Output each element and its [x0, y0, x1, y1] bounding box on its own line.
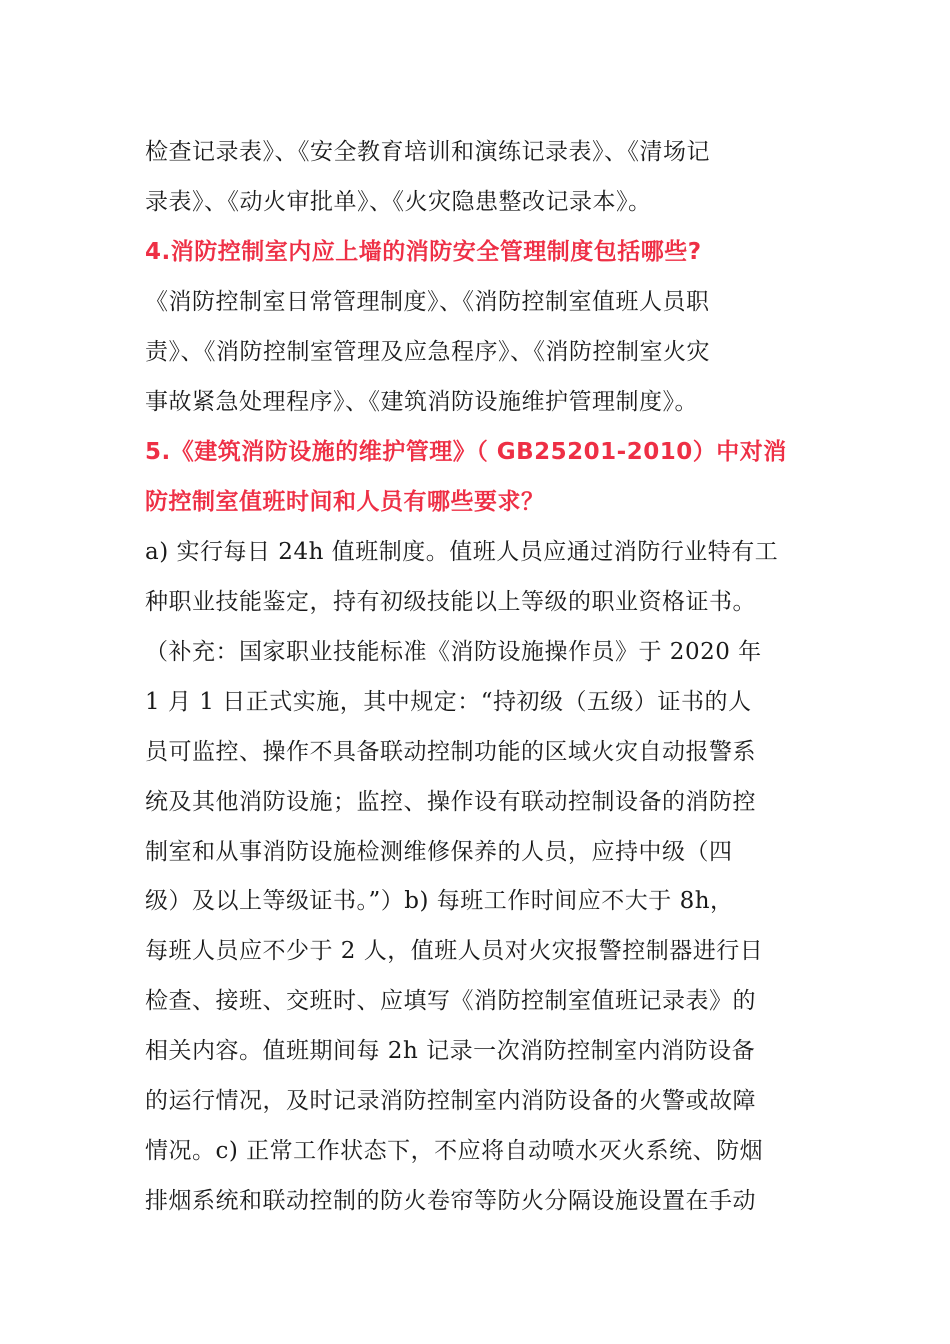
text-line: a) 实行每日 24h 值班制度。值班人员应通过消防行业特有工: [145, 539, 779, 565]
text-line: 每班人员应不少于 2 人，值班人员对火灾报警控制器进行日: [145, 938, 764, 964]
text-line: 情况。c) 正常工作状态下，不应将自动喷水灭火系统、防烟: [145, 1138, 764, 1164]
text-line: 种职业技能鉴定，持有初级技能以上等级的职业资格证书。: [145, 589, 756, 615]
text-line: 制室和从事消防设施检测维修保养的人员，应持中级（四: [145, 839, 733, 865]
text-line: 《消防控制室日常管理制度》、《消防控制室值班人员职: [145, 289, 710, 315]
section-heading: 防控制室值班时间和人员有哪些要求？: [145, 489, 545, 515]
text-line: 的运行情况，及时记录消防控制室内消防设备的火警或故障: [145, 1088, 756, 1114]
text-line: 检查、接班、交班时、应填写《消防控制室值班记录表》的: [145, 988, 756, 1014]
text-line: 员可监控、操作不具备联动控制功能的区域火灾自动报警系: [145, 739, 756, 765]
text-line: 检查记录表》、《安全教育培训和演练记录表》、《清场记: [145, 139, 710, 165]
text-line: 事故紧急处理程序》、《建筑消防设施维护管理制度》。: [145, 389, 698, 415]
section-heading: 4.消防控制室内应上墙的消防安全管理制度包括哪些?: [145, 239, 702, 265]
text-line: 排烟系统和联动控制的防火卷帘等防火分隔设施设置在手动: [145, 1188, 756, 1214]
text-line: 1 月 1 日正式实施，其中规定：“持初级（五级）证书的人: [145, 689, 752, 715]
text-line: 责》、《消防控制室管理及应急程序》、《消防控制室火灾: [145, 339, 710, 365]
text-line: （补充：国家职业技能标准《消防设施操作员》于 2020 年: [145, 639, 762, 665]
text-line: 录表》、《动火审批单》、《火灾隐患整改记录本》。: [145, 189, 652, 215]
text-line: 级）及以上等级证书。”）b) 每班工作时间应不大于 8h，: [145, 888, 734, 914]
text-line: 相关内容。值班期间每 2h 记录一次消防控制室内消防设备: [145, 1038, 756, 1064]
text-line: 统及其他消防设施；监控、操作设有联动控制设备的消防控: [145, 789, 756, 815]
section-heading: 5.《建筑消防设施的维护管理》（ GB25201-2010）中对消: [145, 439, 787, 465]
